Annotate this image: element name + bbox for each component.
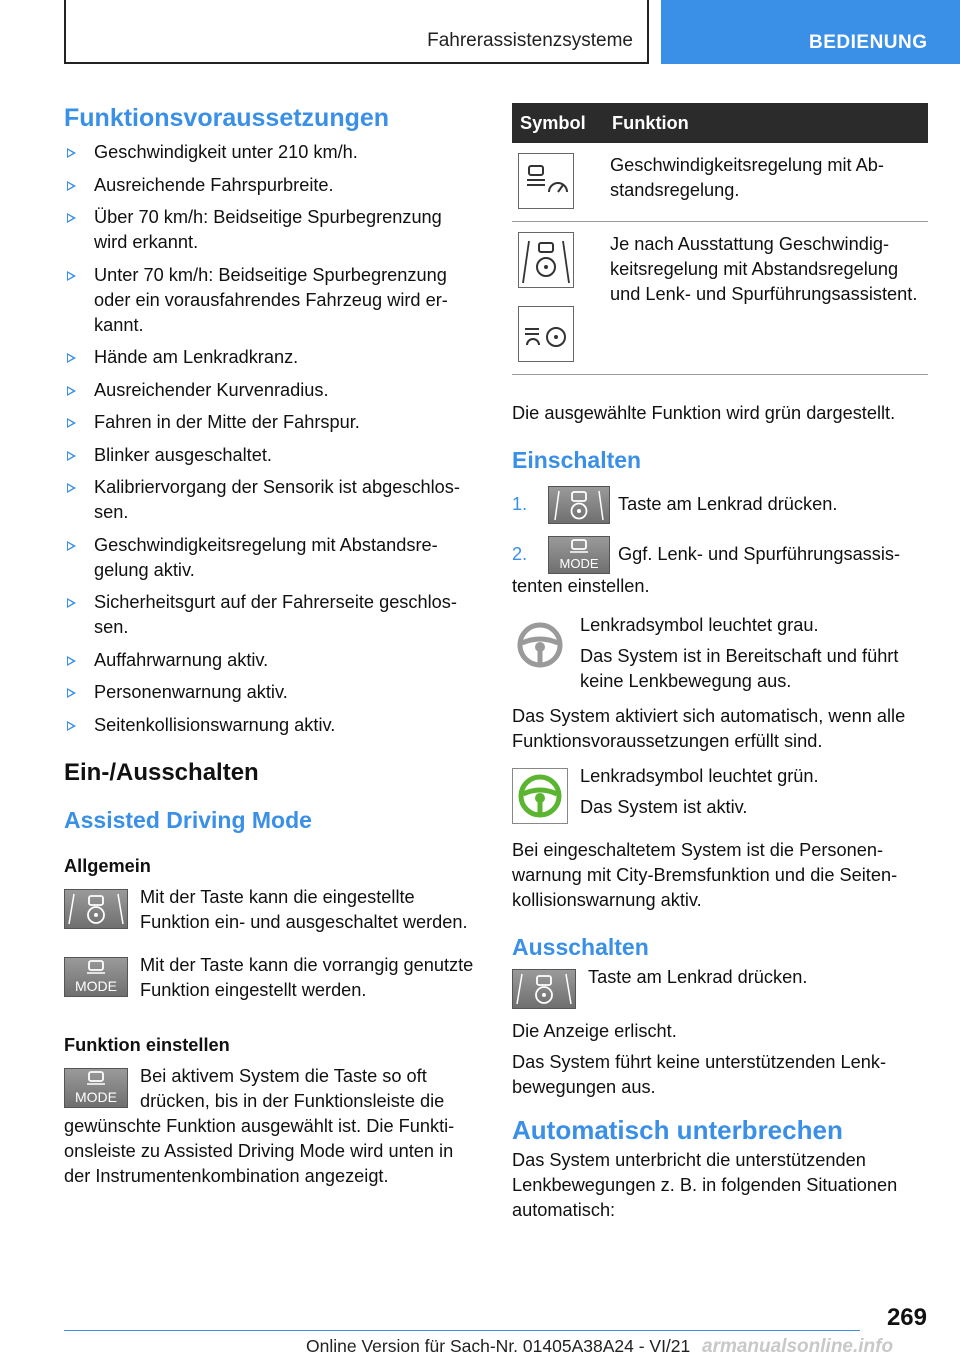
heading-assisted-driving-mode: Assisted Driving Mode bbox=[64, 806, 312, 833]
condition-item: Über 70 km/h: Beidseitige Spurbegrenzung wird erkannt. bbox=[64, 205, 478, 255]
heading-funktionsvoraussetzungen: Funktionsvoraussetzungen bbox=[64, 104, 390, 132]
triangle-bullet-icon bbox=[67, 148, 76, 158]
green-steering-block: Lenkradsymbol leuchtet grün. Das System ist aktiv. bbox=[512, 764, 928, 820]
condition-item: Geschwindigkeit unter 210 km/h. bbox=[64, 140, 478, 165]
steering-wheel-grey-icon bbox=[512, 617, 568, 673]
condition-item: Ausreichende Fahrspurbreite. bbox=[64, 173, 478, 198]
section-tab[interactable] bbox=[661, 0, 960, 64]
set-paragraph: MODE Bei aktivem System die Taste so oft drücken, bis in der Funktionsleiste die gewünschte Funktion ausgewählt ist. Die Funktionsleiste zu Assisted Driving Mode wird unten in der Instrumentenkombination angezeigt. bbox=[64, 1065, 455, 1186]
off-block: Taste am Lenkrad drücken. bbox=[512, 965, 928, 990]
heading-automatisch-unterbrechen: Automatisch unterbrechen bbox=[512, 1115, 843, 1145]
svg-text:MODE: MODE bbox=[75, 977, 117, 994]
condition-item: Auffahrwarnung aktiv. bbox=[64, 648, 478, 673]
col-header-symbol: Symbol bbox=[512, 103, 604, 143]
symbol-table bbox=[512, 103, 928, 375]
triangle-bullet-icon bbox=[67, 181, 76, 191]
triangle-bullet-icon bbox=[67, 386, 76, 396]
triangle-bullet-icon bbox=[67, 213, 76, 223]
condition-item: Hände am Lenkradkranz. bbox=[64, 345, 478, 370]
condition-item: Sicherheitsgurt auf der Fahrerseite geschlossen. bbox=[64, 590, 478, 640]
driving-assist-button-icon bbox=[64, 889, 128, 929]
right-column bbox=[512, 103, 928, 1223]
svg-text:MODE: MODE bbox=[75, 1088, 117, 1105]
mode-button-icon bbox=[64, 957, 128, 997]
triangle-bullet-icon bbox=[67, 483, 76, 493]
condition-item: Geschwindigkeitsregelung mit Abstandsregelung aktiv. bbox=[64, 533, 478, 583]
driving-assist-button-icon bbox=[548, 486, 610, 524]
condition-item: Blinker ausgeschaltet. bbox=[64, 443, 478, 468]
condition-item: Seitenkollisionswarnung aktiv. bbox=[64, 713, 478, 738]
condition-item: Personenwarnung aktiv. bbox=[64, 680, 478, 705]
conditions-list bbox=[64, 140, 478, 738]
triangle-bullet-icon bbox=[67, 688, 76, 698]
off-system-text: Das System führt keine unterstützenden Lenkbewegungen aus. bbox=[512, 1052, 887, 1097]
heading-einschalten: Einschalten bbox=[512, 447, 642, 473]
step-2: 2. MODE Ggf. Lenk- und Spurführungsassistenten einstellen. bbox=[512, 536, 928, 599]
steering-wheel-green-icon bbox=[512, 768, 568, 824]
footer-divider bbox=[64, 1330, 860, 1331]
triangle-bullet-icon bbox=[67, 451, 76, 461]
condition-item: Ausreichender Kurvenradius. bbox=[64, 378, 478, 403]
triangle-bullet-icon bbox=[67, 541, 76, 551]
heading-funktion-einstellen: Funktion einstellen bbox=[64, 1034, 230, 1055]
footer-online-version: Online Version für Sach-Nr. 01405A38A24 - VI/21 bbox=[306, 1336, 691, 1356]
svg-text:MODE: MODE bbox=[559, 556, 599, 571]
triangle-bullet-icon bbox=[67, 418, 76, 428]
table-cell: Geschwindigkeitsregelung mit Abstandsregelung. bbox=[604, 143, 928, 222]
driving-assist-button-icon bbox=[512, 969, 576, 1009]
condition-item: Kalibriervorgang der Sensorik ist abgeschlossen. bbox=[64, 475, 478, 525]
triangle-bullet-icon bbox=[67, 598, 76, 608]
triangle-bullet-icon bbox=[67, 271, 76, 281]
left-column bbox=[64, 100, 478, 1189]
warning-text: Bei eingeschaltetem System ist die Personenwarnung mit City-Bremsfunktion und die Seitenkollisionswarnung aktiv. bbox=[512, 840, 898, 910]
general-paragraph-1: Mit der Taste kann die eingestellte Funktion ein- und ausgeschaltet werden. bbox=[64, 885, 478, 935]
page-number: 269 bbox=[886, 1304, 927, 1331]
grey-steering-block: Lenkradsymbol leuchtet grau. Das System ist in Bereitschaft und führt keine Lenkbewegung aus. bbox=[512, 613, 928, 694]
section-tab-label: BEDIENUNG bbox=[809, 32, 928, 53]
heading-ein-ausschalten: Ein-/Ausschalten bbox=[64, 758, 259, 786]
condition-item: Unter 70 km/h: Beidseitige Spurbegrenzung oder ein vorausfahrendes Fahrzeug wird erkannt. bbox=[64, 263, 478, 338]
green-note: Die ausgewählte Funktion wird grün dargestellt. bbox=[512, 403, 896, 423]
col-header-function: Funktion bbox=[604, 103, 928, 143]
lane-steering-icon bbox=[518, 232, 574, 288]
heading-ausschalten: Ausschalten bbox=[512, 934, 649, 960]
off-display-text: Die Anzeige erlischt. bbox=[512, 1021, 677, 1041]
triangle-bullet-icon bbox=[67, 721, 76, 731]
table-row bbox=[512, 222, 928, 375]
mode-button-icon bbox=[548, 536, 610, 574]
auto-activate-text: Das System aktiviert sich automatisch, wenn alle Funktionsvoraussetzungen erfüllt sind. bbox=[512, 706, 906, 751]
condition-item: Fahren in der Mitte der Fahrspur. bbox=[64, 410, 478, 435]
table-cell: Je nach Ausstattung Geschwindigkeitsregelung mit Abstandsregelung und Lenk- und Spurführungsassistent. bbox=[604, 222, 928, 375]
table-row bbox=[512, 143, 928, 222]
header-frame bbox=[64, 0, 649, 64]
heading-allgemein: Allgemein bbox=[64, 855, 151, 876]
step-1: 1. Taste am Lenkrad drücken. bbox=[512, 486, 928, 524]
triangle-bullet-icon bbox=[67, 353, 76, 363]
watermark: armanualsonline.info bbox=[702, 1336, 894, 1357]
triangle-bullet-icon bbox=[67, 656, 76, 666]
acc-distance-icon bbox=[518, 153, 574, 209]
general-paragraph-2: MODE Mit der Taste kann die vorrangig genutzte Funktion eingestellt werden. bbox=[64, 953, 478, 1003]
mode-button-icon bbox=[64, 1068, 128, 1108]
acc-steering-icon bbox=[518, 306, 574, 362]
chapter-title: Fahrerassistenzsysteme bbox=[427, 30, 633, 51]
interrupt-text: Das System unterbricht die unterstützenden Lenkbewegungen z. B. in folgenden Situationen automatisch: bbox=[512, 1150, 898, 1220]
